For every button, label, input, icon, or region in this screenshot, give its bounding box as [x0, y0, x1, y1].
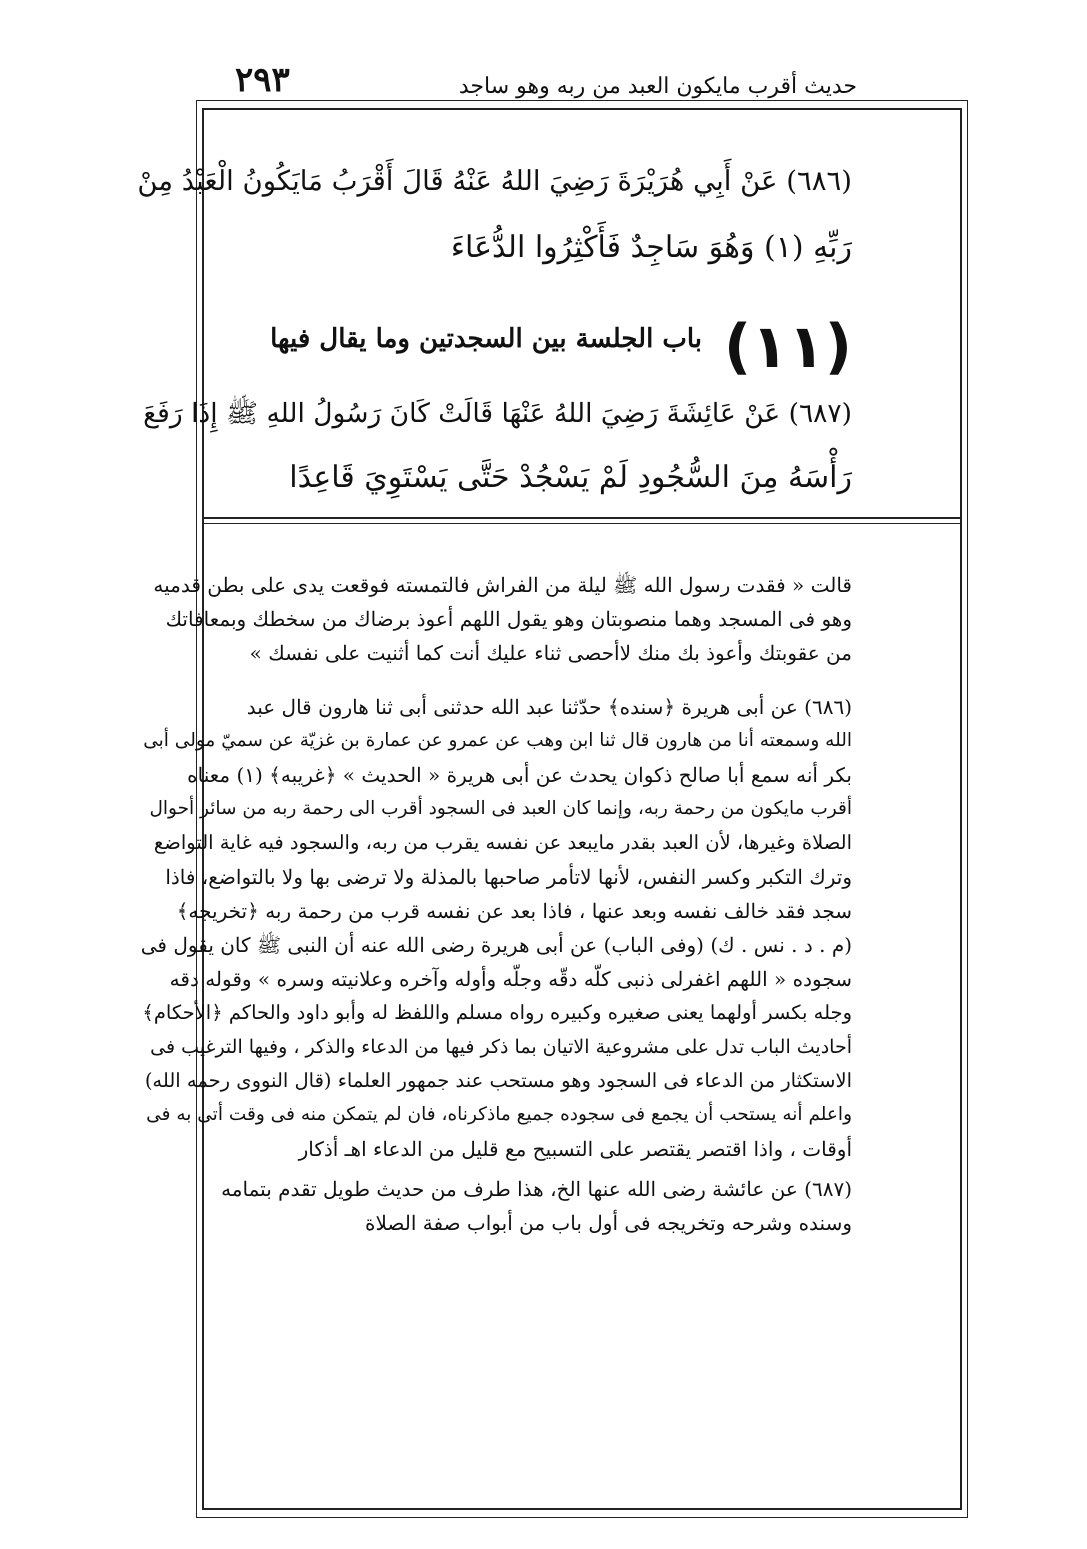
commentary-line: أحاديث الباب تدل على مشروعية الاتيان بما ذكر فيها من الدعاء والذكر ، وفيها الترغيب فى: [150, 1036, 852, 1058]
chapter-title: باب الجلسة بين السجدتين وما يقال فيها: [270, 324, 702, 354]
commentary-line: بكر أنه سمع أبا صالح ذكوان يحدث عن أبى هريرة « الحديث » ﴿غريبه﴾ (١) معناه: [187, 763, 852, 787]
commentary-line: (٦٨٦) عن أبى هريرة ﴿سنده﴾ حدّثنا عبد الله حدثنى أبى ثنا هارون قال عبد: [246, 695, 852, 719]
commentary-line: الله وسمعته أنا من هارون قال ثنا ابن وهب عن عمرو عن عمارة بن غزيّة عن سميّ مولى أبى: [143, 730, 852, 751]
page-number: ٢٩٣: [235, 60, 290, 100]
commentary-line: (م . د . نس . ك) (وفى الباب) عن أبى هريرة رضى الله عنه أن النبى ﷺ كان يقول فى: [140, 933, 852, 957]
commentary-line: أوقات ، واذا اقتصر يقتصر على التسبيح مع قليل من الدعاء اهـ أذكار: [298, 1137, 852, 1161]
hadith-686-line-1: (٦٨٦) عَنْ أَبِي هُرَيْرَةَ رَضِيَ اللهُ عَنْهُ قَالَ أَقْرَبُ مَايَكُونُ الْعَبْدُ مِنْ: [137, 165, 852, 197]
separator-rule: [202, 517, 962, 519]
chapter-heading: [242, 312, 852, 382]
hadith-687-line-2: رَأْسَهُ مِنَ السُّجُودِ لَمْ يَسْجُدْ حَتَّى يَسْتَوِيَ قَاعِدًا: [289, 460, 852, 495]
commentary-line: قالت « فقدت رسول الله ﷺ ليلة من الفراش فالتمسته فوقعت يدى على بطن قدميه: [153, 573, 852, 597]
commentary-line: واعلم أنه يستحب أن يجمع فى سجوده جميع ماذكرناه، فان لم يتمكن منه فى وقت أتى به فى: [146, 1104, 852, 1125]
commentary-line: أقرب مايكون من رحمة ربه، وإنما كان العبد فى السجود أقرب الى رحمة ربه من سائر أحوال: [149, 798, 852, 819]
running-title: حديث أقرب مايكون العبد من ربه وهو ساجد: [458, 74, 857, 99]
commentary-line: وسنده وشرحه وتخريجه فى أول باب من أبواب صفة الصلاة: [364, 1211, 852, 1235]
commentary-line: الاستكثار من الدعاء فى السجود وهو مستحب عند جمهور العلماء (قال النووى رحمه الله): [144, 1069, 852, 1092]
commentary-line: وهو فى المسجد وهما منصوبتان وهو يقول اللهم أعوذ برضاك من سخطك وبمعافاتك: [165, 607, 852, 631]
commentary-line: من عقوبتك وأعوذ بك منك لاأحصى ثناء عليك أنت كما أثنيت على نفسك »: [249, 641, 852, 665]
chapter-number: (١١): [723, 312, 852, 382]
commentary-line: وترك التكبر وكسر النفس، لأنها لاتأمر صاحبها بالمذلة ولا ترضى بها ولا بالتواضع، فاذا: [165, 865, 852, 889]
commentary-line: الصلاة وغيرها، لأن العبد بقدر مايبعد عن نفسه يقرب من ربه، والسجود فيه غاية التواضع: [153, 831, 852, 854]
commentary-line: سجد فقد خالف نفسه وبعد عنها ، فاذا بعد عن نفسه قرب من رحمة ربه ﴿تخريجه﴾: [176, 899, 852, 923]
commentary-line: (٦٨٧) عن عائشة رضى الله عنها الخ، هذا طرف من حديث طويل تقدم بتمامه: [221, 1177, 852, 1201]
commentary-line: سجوده « اللهم اغفرلى ذنبى كلّه دقّه وجلّه وأوله وآخره وعلانيته وسره » وقوله دقه: [169, 967, 852, 991]
commentary-line: وجله بكسر أولهما يعنى صغيره وكبيره رواه مسلم واللفظ له وأبو داود والحاكم ﴿الأحكام﴾: [142, 1001, 852, 1024]
hadith-687-line-1: (٦٨٧) عَنْ عَائِشَةَ رَضِيَ اللهُ عَنْهَا قَالَتْ كَانَ رَسُولُ اللهِ ﷺ إِذَا رَفَعَ: [143, 398, 852, 429]
hadith-686-line-2: رَبِّهِ (١) وَهُوَ سَاجِدٌ فَأَكْثِرُوا الدُّعَاءَ: [450, 230, 852, 265]
separator-rule-thin: [202, 523, 962, 524]
